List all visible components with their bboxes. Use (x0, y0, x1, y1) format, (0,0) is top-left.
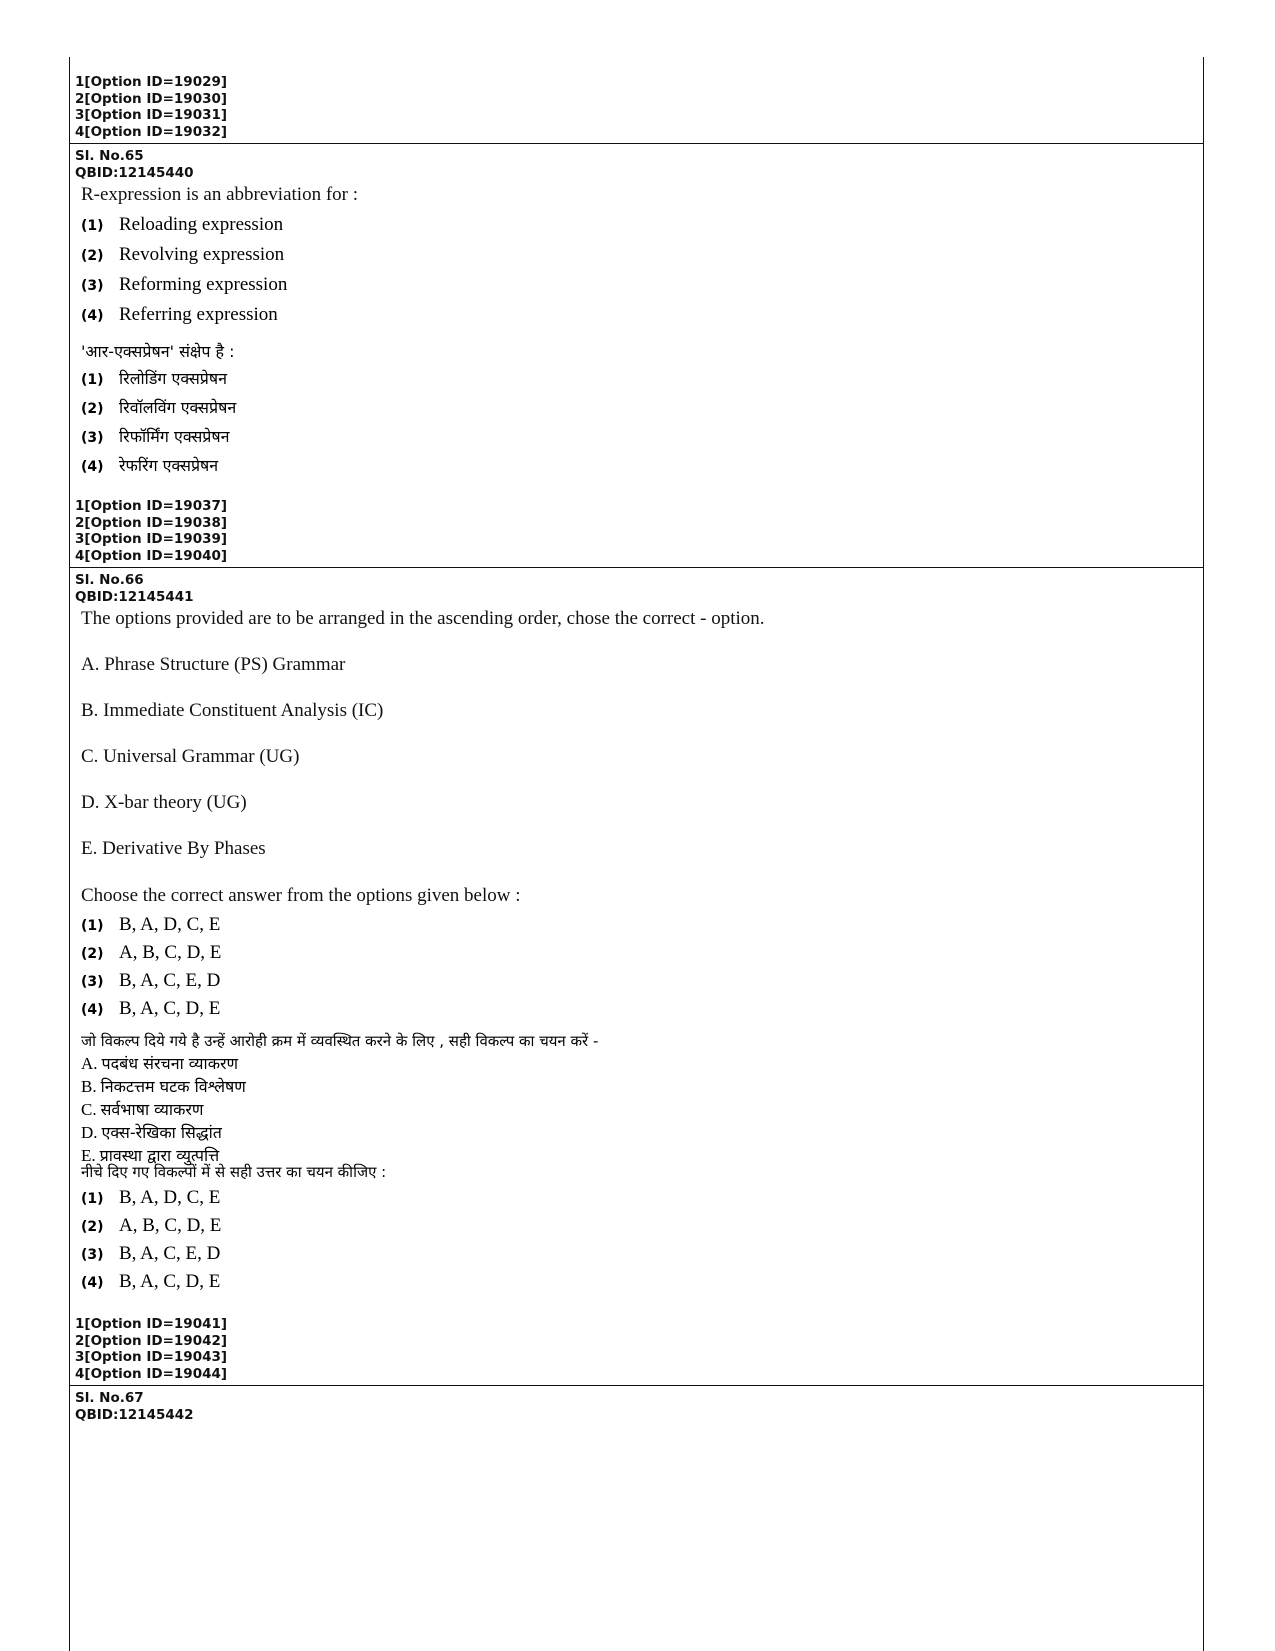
statement-list-hi (75, 1053, 1195, 1168)
option-number: (1) (81, 218, 104, 234)
option-number: (2) (81, 1219, 104, 1235)
option-number: (3) (81, 430, 104, 446)
option-id: 1[Option ID=19029] (75, 74, 228, 90)
option-number: (4) (81, 1002, 104, 1018)
option-number: (3) (81, 974, 104, 990)
page-frame (69, 57, 1204, 1651)
option-id: 3[Option ID=19031] (75, 107, 228, 123)
option (75, 1271, 1195, 1299)
option-id: 3[Option ID=19043] (75, 1349, 228, 1365)
option-id: 1[Option ID=19037] (75, 498, 228, 514)
statement (75, 1122, 1195, 1145)
statement: B. Immediate Constituent Analysis (IC) (81, 700, 384, 721)
statement-text: पदबंध संरचना व्याकरण (101, 1054, 239, 1073)
option-number: (1) (81, 1191, 104, 1207)
option-list-hi (75, 1187, 1195, 1299)
statement-text: एक्स-रेखिका सिद्धांत (101, 1123, 222, 1142)
statement (75, 1099, 1195, 1122)
option (75, 1215, 1195, 1243)
option-text: B, A, C, D, E (119, 998, 221, 1019)
serial-number: Sl. No.67 (75, 1390, 144, 1406)
option-number: (4) (81, 459, 104, 475)
option-text: रिफॉर्मिंग एक्सप्रेषन (119, 427, 230, 446)
option (75, 970, 1195, 998)
option-id: 1[Option ID=19041] (75, 1316, 228, 1332)
option-text: Reloading expression (119, 214, 284, 235)
option-id: 3[Option ID=19039] (75, 531, 228, 547)
option-list-en (75, 914, 1195, 1026)
option-id-list (75, 1316, 1195, 1382)
option-id: 2[Option ID=19030] (75, 90, 228, 107)
option (75, 304, 1195, 334)
serial-number: Sl. No.65 (75, 148, 144, 164)
statement: C. Universal Grammar (UG) (81, 746, 300, 767)
option-number: (3) (81, 278, 104, 294)
option-list-en (75, 214, 1195, 334)
question-stem-hi: 'आर-एक्सप्रेषन' संक्षेप है : (81, 342, 235, 361)
option-text: A, B, C, D, E (119, 942, 222, 963)
statement-text: निकटत्तम घटक विश्लेषण (100, 1077, 246, 1096)
divider (70, 1385, 1203, 1386)
option-number: (2) (81, 248, 104, 264)
statement-label: D. (81, 1123, 98, 1142)
statement-list-en (75, 654, 1195, 884)
option-number: (2) (81, 946, 104, 962)
option-id: 2[Option ID=19038] (75, 514, 228, 531)
option-id-list (75, 74, 1195, 140)
choose-instruction-en: Choose the correct answer from the options given below : (81, 885, 521, 906)
question-stem-en: The options provided are to be arranged in the ascending order, chose the correct - option. (81, 608, 765, 629)
option-text: Revolving expression (119, 244, 285, 265)
question-header (75, 572, 1195, 605)
option-id: 2[Option ID=19042] (75, 1332, 228, 1349)
option-number: (2) (81, 401, 104, 417)
statement (75, 1076, 1195, 1099)
option (75, 244, 1195, 274)
option-text: रिवॉलविंग एक्सप्रेषन (119, 398, 237, 417)
qbid: QBID:12145440 (75, 164, 194, 181)
option (75, 274, 1195, 304)
option-text: रेफरिंग एक्सप्रेषन (119, 456, 219, 475)
qbid: QBID:12145442 (75, 1406, 194, 1423)
statement: A. Phrase Structure (PS) Grammar (81, 654, 346, 675)
statement-text: प्रावस्था द्वारा व्युत्पत्ति (99, 1146, 220, 1165)
statement: D. X-bar theory (UG) (81, 792, 247, 813)
option (75, 214, 1195, 244)
option-text: B, A, C, E, D (119, 970, 221, 991)
divider (70, 567, 1203, 568)
option (75, 396, 1195, 425)
option (75, 914, 1195, 942)
option-text: रिलोडिंग एक्सप्रेषन (119, 369, 227, 388)
option-number: (4) (81, 1275, 104, 1291)
statement-label: B. (81, 1077, 97, 1096)
option-text: B, A, C, E, D (119, 1243, 221, 1264)
option-text: B, A, C, D, E (119, 1271, 221, 1292)
option (75, 425, 1195, 454)
question-stem-hi: जो विकल्प दिये गये है उन्हें आरोही क्रम में व्यवस्थित करने के लिए , सही विकल्प का चयन करें - (81, 1032, 599, 1050)
option-list-hi (75, 367, 1195, 483)
statement (75, 1053, 1195, 1076)
question-stem-en: R-expression is an abbreviation for : (81, 184, 359, 205)
option-id-list (75, 498, 1195, 564)
option-id: 4[Option ID=19044] (75, 1365, 228, 1382)
option (75, 454, 1195, 483)
option-number: (1) (81, 918, 104, 934)
choose-instruction-hi: नीचे दिए गए विकल्पों में से सही उत्तर का चयन कीजिए : (81, 1163, 387, 1181)
question-header (75, 1390, 1195, 1423)
option (75, 1243, 1195, 1271)
option-text: Reforming expression (119, 274, 288, 295)
option (75, 1187, 1195, 1215)
option-text: Referring expression (119, 304, 278, 325)
option-number: (3) (81, 1247, 104, 1263)
divider (70, 143, 1203, 144)
statement-label: E. (81, 1146, 96, 1165)
statement: E. Derivative By Phases (81, 838, 266, 859)
option-text: B, A, D, C, E (119, 1187, 221, 1208)
question-header (75, 148, 1195, 181)
option-id: 4[Option ID=19032] (75, 123, 228, 140)
option (75, 367, 1195, 396)
option-number: (4) (81, 308, 104, 324)
serial-number: Sl. No.66 (75, 572, 144, 588)
option-text: B, A, D, C, E (119, 914, 221, 935)
statement-label: C. (81, 1100, 97, 1119)
option-number: (1) (81, 372, 104, 388)
qbid: QBID:12145441 (75, 588, 194, 605)
statement-text: सर्वभाषा व्याकरण (100, 1100, 204, 1119)
option (75, 942, 1195, 970)
option (75, 998, 1195, 1026)
option-text: A, B, C, D, E (119, 1215, 222, 1236)
statement-label: A. (81, 1054, 98, 1073)
option-id: 4[Option ID=19040] (75, 547, 228, 564)
